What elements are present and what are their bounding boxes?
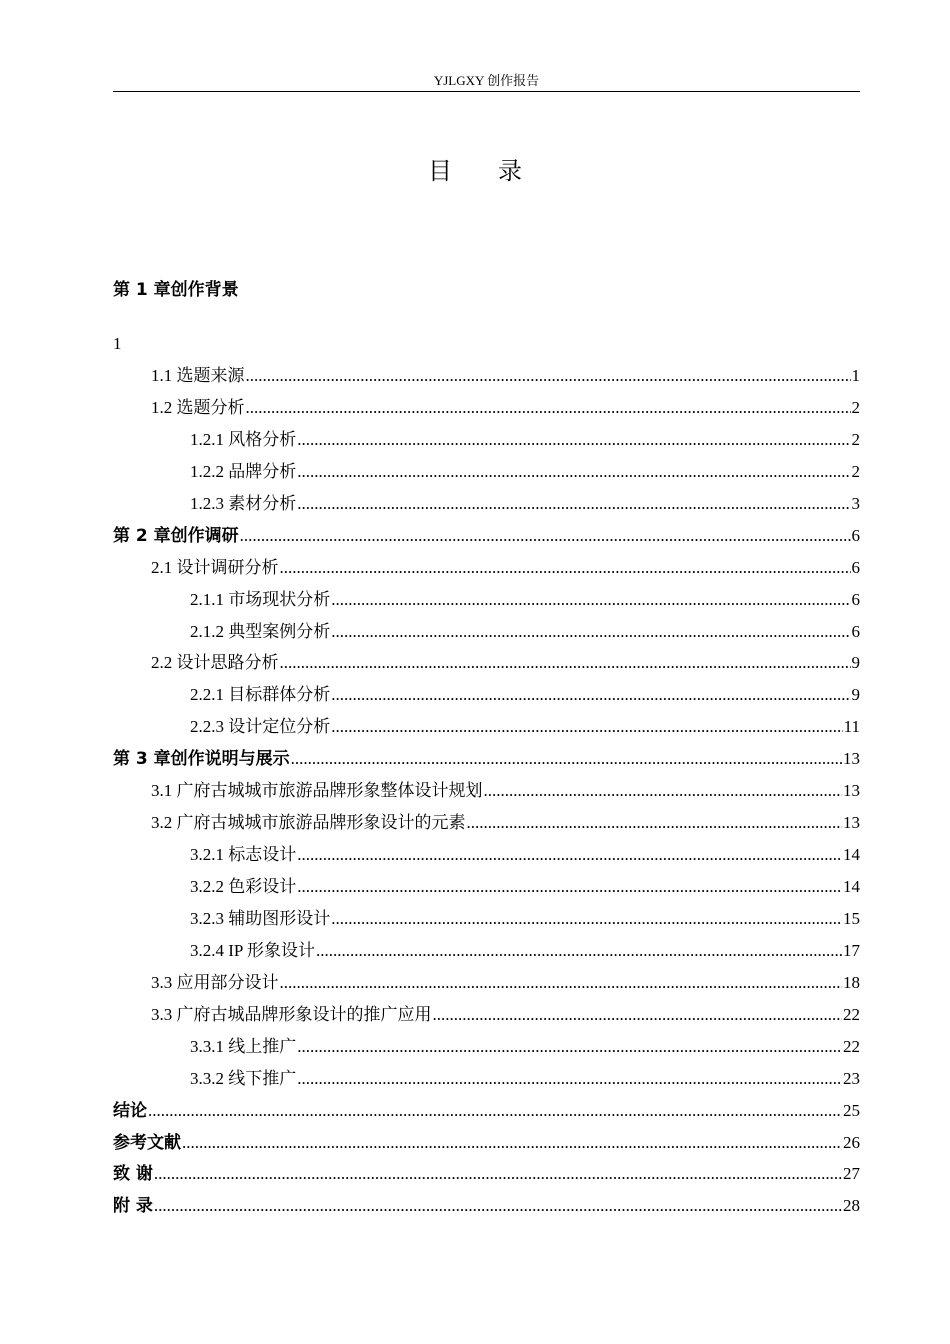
toc-entry-page-number: 2 — [851, 461, 860, 481]
toc-entry-page-number: 26 — [843, 1132, 860, 1152]
toc-entry[interactable] — [113, 807, 860, 839]
toc-entry[interactable] — [113, 616, 860, 648]
toc-chapter-1-page-number: 1 — [113, 334, 122, 353]
toc-entry-label: 3.2 广府古城城市旅游品牌形象设计的元素 — [151, 813, 466, 833]
toc-entry-page-number: 6 — [851, 525, 860, 545]
toc-entry-label: 3.2.3 辅助图形设计 — [190, 908, 331, 928]
toc-entry-label: 参考文献 — [113, 1132, 181, 1153]
toc-dot-leader — [182, 1127, 842, 1158]
page-title: 目 录 — [428, 159, 542, 185]
toc-dot-leader — [280, 552, 851, 583]
toc-dot-leader — [246, 360, 851, 391]
toc-entry[interactable] — [113, 839, 860, 871]
toc-entry-label: 第 3 章创作说明与展示 — [113, 749, 290, 770]
toc-entry[interactable] — [113, 424, 860, 456]
toc-dot-leader — [297, 456, 850, 487]
toc-entry-page-number: 18 — [843, 972, 860, 992]
toc-entry-page-number: 3 — [851, 493, 860, 513]
toc-entry-page-number: 9 — [851, 685, 860, 705]
toc-entry-page-number: 22 — [843, 1004, 860, 1024]
toc-entry-page-number: 13 — [843, 813, 860, 833]
toc-entry-label: 2.1 设计调研分析 — [151, 557, 279, 577]
toc-entry[interactable] — [113, 392, 860, 424]
toc-entry-label: 3.3 应用部分设计 — [151, 972, 279, 992]
toc-entry[interactable] — [113, 743, 860, 775]
toc-entry-label: 2.1.2 典型案例分析 — [190, 621, 331, 641]
toc-entry-page-number: 22 — [843, 1036, 860, 1056]
toc-entry-page-number: 28 — [843, 1196, 860, 1216]
toc-dot-leader — [148, 1095, 842, 1126]
toc-entry-label: 1.2.2 品牌分析 — [190, 461, 297, 481]
toc-dot-leader — [297, 488, 850, 519]
page-header: YJLGXY 创作报告 — [113, 70, 860, 92]
toc-entry-label: 1.2 选题分析 — [151, 397, 245, 417]
toc-dot-leader — [316, 935, 842, 966]
toc-entry[interactable] — [113, 552, 860, 584]
toc-dot-leader — [433, 999, 843, 1030]
toc-entry-page-number: 2 — [851, 397, 860, 417]
toc-entry-label: 第 2 章创作调研 — [113, 525, 239, 546]
toc-dot-leader — [297, 1063, 842, 1094]
toc-entry-page-number: 1 — [851, 366, 860, 385]
toc-entry-label: 3.2.4 IP 形象设计 — [190, 940, 315, 960]
toc-entry-label: 1.2.3 素材分析 — [190, 493, 297, 513]
toc-entry-label: 3.1 广府古城城市旅游品牌形象整体设计规划 — [151, 781, 483, 801]
toc-entry[interactable] — [113, 679, 860, 711]
toc-dot-leader — [154, 1158, 842, 1189]
toc-entry-page-number: 25 — [843, 1100, 860, 1120]
toc-entry[interactable] — [113, 647, 860, 679]
toc-dot-leader — [297, 1031, 842, 1062]
toc-entry-page-number: 6 — [851, 557, 860, 577]
toc-entry-label: 3.3 广府古城品牌形象设计的推广应用 — [151, 1004, 432, 1024]
toc-entry-page-number: 6 — [851, 621, 860, 641]
toc-entry-page-number: 11 — [843, 717, 860, 737]
toc-entry-label: 2.2.3 设计定位分析 — [190, 717, 331, 737]
toc-entry[interactable] — [113, 711, 860, 743]
toc-entry[interactable] — [113, 871, 860, 903]
toc-dot-leader — [331, 903, 842, 934]
toc-entry[interactable] — [113, 1158, 860, 1190]
toc-dot-leader — [280, 647, 851, 678]
toc-dot-leader — [240, 520, 851, 551]
toc-dot-leader — [246, 392, 851, 423]
toc-entry-page-number: 9 — [851, 653, 860, 673]
toc-entry[interactable] — [113, 1063, 860, 1095]
toc-entry[interactable] — [113, 935, 860, 967]
toc-dot-leader — [331, 616, 850, 647]
toc-entry[interactable] — [113, 1031, 860, 1063]
toc-entry-label: 致 谢 — [113, 1164, 153, 1185]
toc-chapter-1-title[interactable]: 第 1 章创作背景 — [113, 280, 239, 300]
toc-dot-leader — [280, 967, 843, 998]
toc-entry[interactable] — [113, 456, 860, 488]
table-of-contents — [113, 360, 860, 1222]
toc-entry-label: 3.2.1 标志设计 — [190, 845, 297, 865]
toc-entry-label: 1.1 选题来源 — [151, 366, 245, 385]
toc-entry-label: 附 录 — [113, 1196, 153, 1217]
toc-entry-label: 3.3.2 线下推广 — [190, 1068, 297, 1088]
toc-entry-page-number: 23 — [843, 1068, 860, 1088]
toc-dot-leader — [331, 584, 850, 615]
toc-entry[interactable] — [113, 1127, 860, 1159]
toc-dot-leader — [297, 839, 842, 870]
toc-entry[interactable] — [113, 360, 860, 392]
toc-entry-page-number: 15 — [843, 908, 860, 928]
toc-entry-label: 2.2 设计思路分析 — [151, 653, 279, 673]
toc-entry-page-number: 14 — [843, 845, 860, 865]
toc-entry[interactable] — [113, 1190, 860, 1222]
toc-entry[interactable] — [113, 775, 860, 807]
toc-entry[interactable] — [113, 584, 860, 616]
toc-dot-leader — [154, 1190, 842, 1221]
toc-entry[interactable] — [113, 999, 860, 1031]
toc-dot-leader — [297, 424, 850, 455]
toc-entry-page-number: 27 — [843, 1164, 860, 1184]
toc-entry-page-number: 14 — [843, 877, 860, 896]
toc-entry-page-number: 13 — [843, 781, 860, 801]
toc-entry-page-number: 13 — [843, 749, 860, 769]
toc-dot-leader — [297, 871, 842, 902]
toc-entry-label: 2.1.1 市场现状分析 — [190, 589, 331, 609]
toc-entry[interactable] — [113, 1095, 860, 1127]
toc-entry[interactable] — [113, 967, 860, 999]
toc-entry-label: 2.2.1 目标群体分析 — [190, 685, 331, 705]
toc-entry-page-number: 17 — [843, 940, 860, 960]
toc-entry[interactable] — [113, 903, 860, 935]
toc-dot-leader — [331, 679, 850, 710]
toc-entry-label: 1.2.1 风格分析 — [190, 429, 297, 449]
toc-entry[interactable] — [113, 488, 860, 520]
toc-dot-leader — [467, 807, 843, 838]
toc-dot-leader — [331, 711, 842, 742]
toc-dot-leader — [291, 743, 842, 774]
toc-entry-label: 3.2.2 色彩设计 — [190, 877, 297, 896]
toc-entry-page-number: 2 — [851, 429, 860, 449]
toc-entry-label: 结论 — [113, 1100, 147, 1121]
toc-dot-leader — [484, 775, 843, 806]
toc-entry-label: 3.3.1 线上推广 — [190, 1036, 297, 1056]
toc-entry[interactable] — [113, 520, 860, 552]
toc-entry-page-number: 6 — [851, 589, 860, 609]
